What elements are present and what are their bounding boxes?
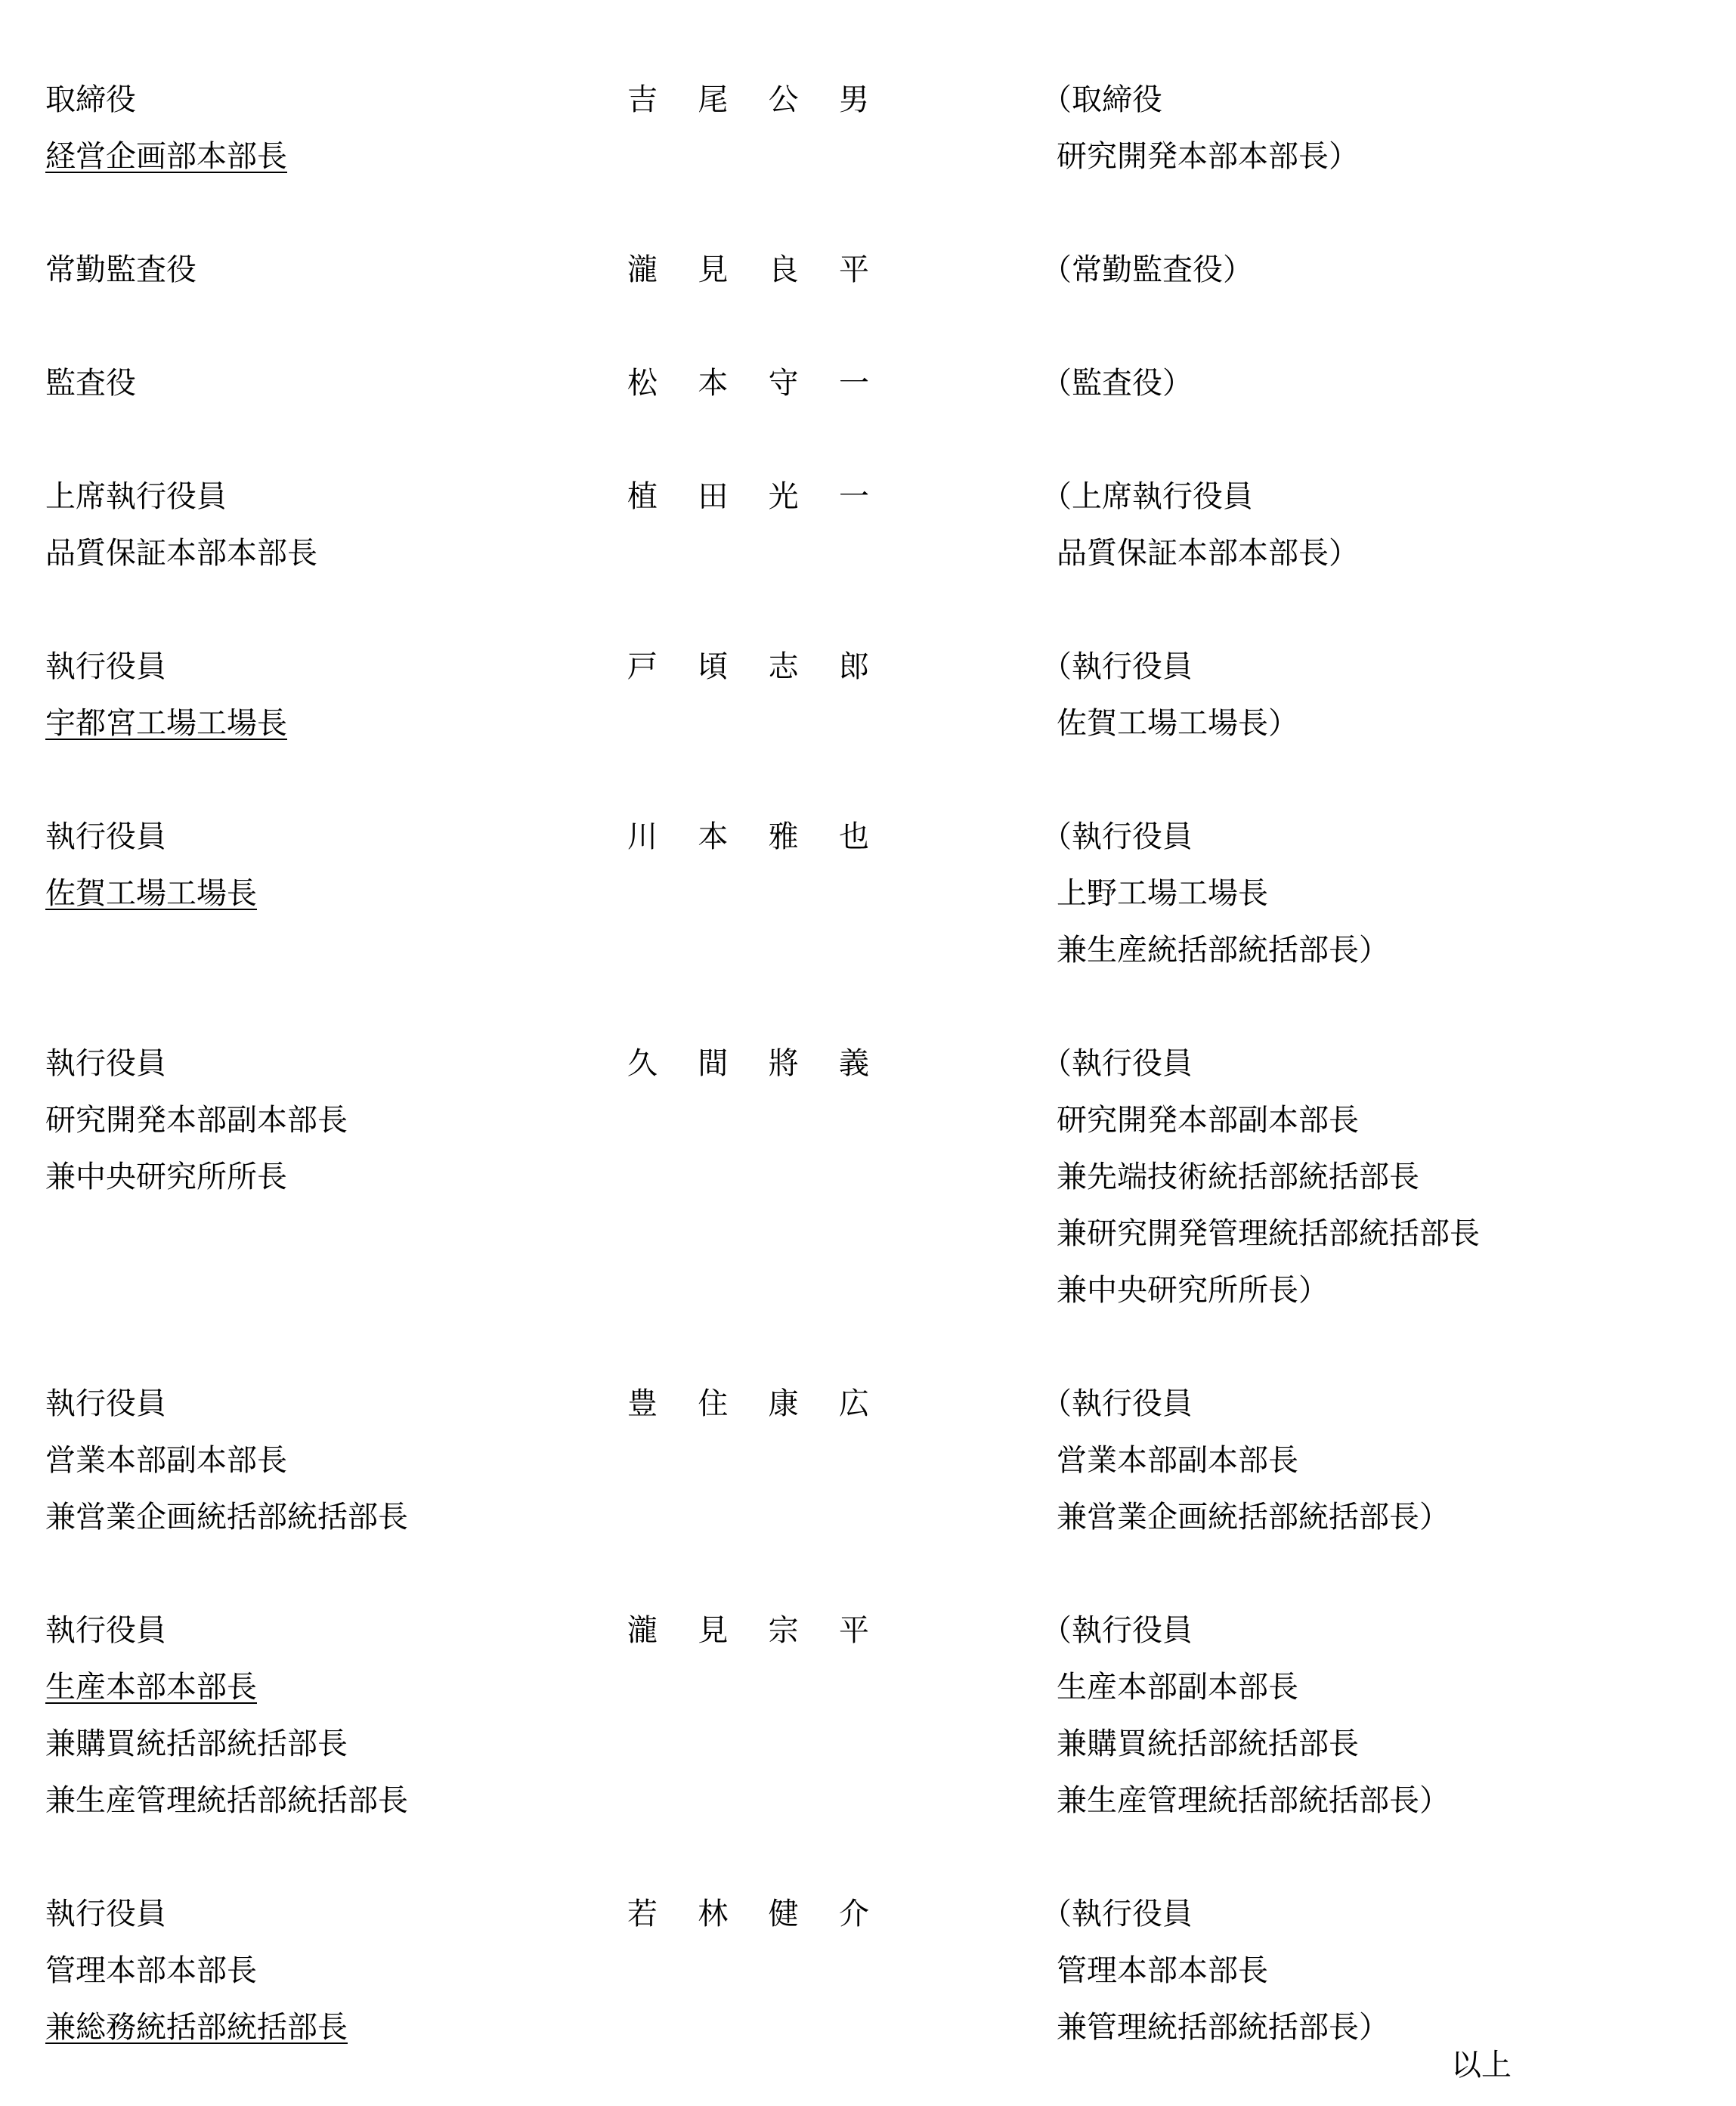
new-position-line: 監査役 — [45, 366, 136, 401]
person-name — [627, 1376, 869, 1432]
name-character: 宗 — [768, 1613, 799, 1648]
name-character: 若 — [627, 1897, 658, 1931]
new-position-line-changed: 兼総務統括部統括部長 — [45, 2010, 348, 2045]
name-character: 広 — [838, 1386, 869, 1421]
previous-position-line: （取締役 — [1041, 82, 1162, 117]
previous-position-line: 上野工場工場長 — [1057, 876, 1268, 911]
person-name — [627, 469, 869, 525]
name-character: 住 — [698, 1386, 729, 1421]
name-character: 郎 — [838, 649, 869, 684]
person-name — [627, 1036, 869, 1092]
new-position-line: 執行役員 — [45, 1386, 166, 1421]
previous-position-line: （執行役員 — [1041, 1386, 1193, 1421]
new-position-line: 執行役員 — [45, 1046, 166, 1081]
previous-position-line: 兼生産統括部統括部長） — [1057, 933, 1389, 968]
previous-position-line: 営業本部副本部長 — [1057, 1443, 1298, 1478]
name-character: 公 — [768, 82, 799, 117]
previous-position-line: 兼営業企画統括部統括部長） — [1057, 1500, 1450, 1535]
name-character: 一 — [838, 366, 869, 401]
previous-position-line: （執行役員 — [1041, 819, 1193, 854]
name-character: 林 — [698, 1897, 729, 1931]
name-character: 本 — [698, 366, 729, 401]
new-position-line: 執行役員 — [45, 819, 166, 854]
previous-position-line: （監査役） — [1041, 366, 1193, 401]
name-character: 男 — [838, 82, 869, 117]
name-character: 川 — [627, 819, 658, 854]
name-character: 吉 — [627, 82, 658, 117]
previous-position-line: （常勤監査役） — [1041, 252, 1253, 287]
previous-position-line: 佐賀工場工場長） — [1057, 706, 1298, 741]
previous-position-line: （執行役員 — [1041, 1613, 1193, 1648]
name-character: 間 — [698, 1046, 729, 1081]
person-name — [627, 639, 869, 695]
previous-position-line: （上席執行役員 — [1041, 479, 1253, 514]
previous-position-line: 兼研究開発管理統括部統括部長 — [1057, 1216, 1480, 1251]
new-position-line: 兼中央研究所所長 — [45, 1160, 287, 1194]
new-position-line: 取締役 — [45, 82, 136, 117]
previous-position-line: 品質保証本部本部長） — [1057, 536, 1359, 571]
previous-position-line: 研究開発本部本部長） — [1057, 139, 1359, 174]
new-position-line: 兼生産管理統括部統括部長 — [45, 1783, 408, 1818]
closing-mark: 以上 — [1451, 2048, 1512, 2083]
name-character: 良 — [768, 252, 799, 287]
name-character: 久 — [627, 1046, 658, 1081]
new-position-line-changed: 宇都宮工場工場長 — [45, 706, 287, 741]
name-character: 瀧 — [627, 252, 658, 287]
name-character: 平 — [838, 1613, 869, 1648]
new-position-line: 執行役員 — [45, 649, 166, 684]
person-name — [627, 242, 869, 299]
previous-position-line: 兼管理統括部統括部長） — [1057, 2010, 1389, 2045]
name-character: 介 — [838, 1897, 869, 1931]
name-character: 植 — [627, 479, 658, 514]
name-character: 見 — [698, 252, 729, 287]
previous-position-line: 兼生産管理統括部統括部長） — [1057, 1783, 1450, 1818]
name-character: 豊 — [627, 1386, 658, 1421]
new-position-line: 営業本部副本部長 — [45, 1443, 287, 1478]
name-character: 義 — [838, 1046, 869, 1081]
new-position-line: 常勤監査役 — [45, 252, 196, 287]
new-position-line: 管理本部本部長 — [45, 1953, 257, 1988]
new-position-line: 上席執行役員 — [45, 479, 227, 514]
previous-position-line: （執行役員 — [1041, 1897, 1193, 1931]
new-position-line-changed: 佐賀工場工場長 — [45, 876, 257, 911]
name-character: 健 — [768, 1897, 799, 1931]
new-position-line-changed: 経営企画部本部長 — [45, 139, 287, 174]
name-character: 田 — [698, 479, 729, 514]
name-character: 頃 — [698, 649, 729, 684]
person-name — [627, 355, 869, 412]
previous-position-line: 研究開発本部副本部長 — [1057, 1103, 1359, 1138]
new-position-line: 執行役員 — [45, 1897, 166, 1931]
name-character: 平 — [838, 252, 869, 287]
new-position-line: 執行役員 — [45, 1613, 166, 1648]
name-character: 守 — [768, 366, 799, 401]
name-character: 松 — [627, 366, 658, 401]
name-character: 一 — [838, 479, 869, 514]
name-character: 雅 — [768, 819, 799, 854]
name-character: 光 — [768, 479, 799, 514]
new-position-line: 兼営業企画統括部統括部長 — [45, 1500, 408, 1535]
new-position-line: 品質保証本部本部長 — [45, 536, 317, 571]
previous-position-line: 生産本部副本部長 — [1057, 1670, 1298, 1705]
previous-position-line: 管理本部本部長 — [1057, 1953, 1268, 1988]
name-character: 康 — [768, 1386, 799, 1421]
previous-position-line: （執行役員 — [1041, 1046, 1193, 1081]
name-character: 本 — [698, 819, 729, 854]
previous-position-line: 兼購買統括部統括部長 — [1057, 1727, 1359, 1761]
new-position-line: 研究開発本部副本部長 — [45, 1103, 348, 1138]
name-character: 也 — [838, 819, 869, 854]
previous-position-line: （執行役員 — [1041, 649, 1193, 684]
person-name — [627, 72, 869, 129]
name-character: 將 — [768, 1046, 799, 1081]
new-position-line-changed: 生産本部本部長 — [45, 1670, 257, 1705]
name-character: 戸 — [627, 649, 658, 684]
person-name — [627, 1603, 869, 1659]
person-name — [627, 1886, 869, 1943]
previous-position-line: 兼中央研究所所長） — [1057, 1273, 1329, 1308]
name-character: 瀧 — [627, 1613, 658, 1648]
name-character: 志 — [768, 649, 799, 684]
person-name — [627, 809, 869, 866]
new-position-line: 兼購買統括部統括部長 — [45, 1727, 348, 1761]
previous-position-line: 兼先端技術統括部統括部長 — [1057, 1160, 1419, 1194]
name-character: 見 — [698, 1613, 729, 1648]
name-character: 尾 — [698, 82, 729, 117]
